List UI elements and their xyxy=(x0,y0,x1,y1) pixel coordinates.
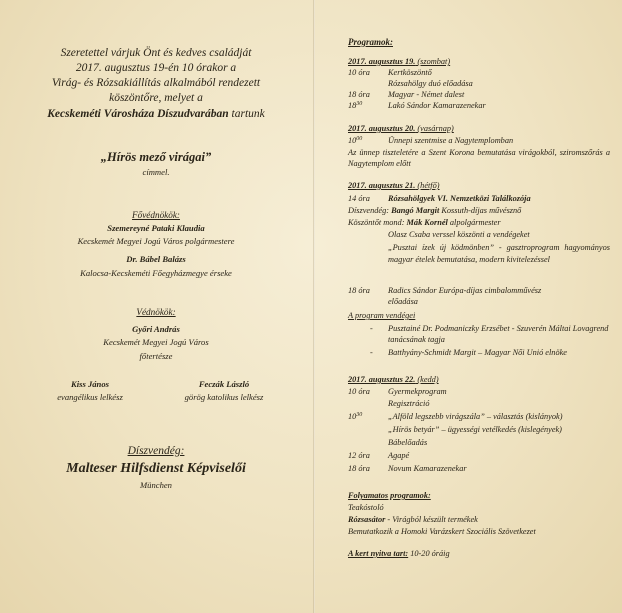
guest-name: Malteser Hilfsdienst Képviselői xyxy=(66,461,246,476)
day3-guest xyxy=(348,206,521,217)
day4-row-3-hour: 10 xyxy=(348,412,357,421)
venue-name: Kecskeméti Városháza Díszudvarában xyxy=(47,108,229,120)
day2-weekday: (vasárnap) xyxy=(415,124,454,133)
day2-event: Ünnepi szentmise a Nagytemplomban xyxy=(388,136,514,145)
day4-row-6-event: Agapé xyxy=(388,451,410,460)
cont-2-bold: Rózsasátor xyxy=(348,515,386,524)
day3-date-text: 2017. augusztus 21. xyxy=(348,181,416,190)
day3-greet-label: Köszöntőt mond: xyxy=(348,218,407,227)
day3-time-2: 18 óra xyxy=(348,286,370,295)
sponsor2-role: evangélikus lelkész xyxy=(57,392,123,402)
day3-greet-tail: alpolgármester xyxy=(447,218,501,227)
day2-date-text: 2017. augusztus 20. xyxy=(348,124,416,133)
sponsor2-name: Kiss János xyxy=(71,379,109,389)
sponsor1-role-1: Kecskemét Megyei Jogú Város xyxy=(103,337,209,347)
intro-line-4: köszöntőre, melyet a xyxy=(109,92,203,104)
day1-row-3-event: Magyar - Német dalest xyxy=(388,90,465,99)
day3-greet-name: Mák Kornél xyxy=(406,218,448,227)
day1-row-2-event: Rózsahölgy duó előadása xyxy=(388,79,473,88)
sponsors-heading: Védnökök: xyxy=(136,307,176,317)
day2-time xyxy=(348,136,386,147)
day1-row-4-min: 30 xyxy=(356,101,363,107)
day1-row-1-event: Kertköszöntő xyxy=(388,68,432,77)
hours-label: A kert nyitva tart: xyxy=(348,549,409,558)
cont-3: Bemutatkozik a Homoki Varázskert Szociális Szövetkezet xyxy=(348,527,536,536)
sponsor1-role-2: főtertésze xyxy=(139,351,173,361)
day4-row-1-time: 10 óra xyxy=(348,387,370,396)
day1-weekday: (szombat) xyxy=(415,57,451,66)
cont-heading: Folyamatos programok: xyxy=(348,491,431,500)
patrons-heading: Fővédnökök: xyxy=(132,210,180,220)
day2-date xyxy=(348,124,454,135)
day3-guest-label: Díszvendég: xyxy=(348,206,392,215)
day3-guest-1: Pusztainé Dr. Podmaniczky Erzsébet - Szuverén Máltai Lovagrend tanácsának tagja xyxy=(388,324,609,344)
day4-weekday: (kedd) xyxy=(415,375,439,384)
day2-desc: Az ünnep tiszteletére a Szent Korona bemutatása virágokból, sziromszőrás a Nagytemplom előtt xyxy=(348,148,610,168)
day4-date-text: 2017. augusztus 22. xyxy=(348,375,416,384)
day3-line-1: Olasz Csaba verssel köszönti a vendégeket xyxy=(388,230,530,239)
day4-row-4-event: „Hírös betyár” – ügyességi vetélkedés (kislegények) xyxy=(388,425,562,434)
programs-heading: Programok: xyxy=(348,37,393,47)
hours-value: 10-20 óráig xyxy=(408,549,450,558)
day3-guest-2: Batthyány-Schmidt Margit – Magyar Női Unió elnöke xyxy=(388,348,567,357)
right-panel xyxy=(348,0,610,613)
event-title-sub: címmel. xyxy=(142,167,170,177)
guest-heading: Díszvendég: xyxy=(127,445,185,457)
day3-weekday: (hétfő) xyxy=(415,181,440,190)
event-title: „Hírös mező virágai” xyxy=(100,150,212,164)
day1-row-4-event: Lakó Sándor Kamarazenekar xyxy=(388,101,486,110)
day3-guests-heading: A program vendégei xyxy=(348,311,416,320)
venue-tail: tartunk xyxy=(228,108,265,120)
guest-city: München xyxy=(140,480,172,490)
day1-row-3-time: 18 óra xyxy=(348,90,370,99)
sponsor3-role: görög katolikus lelkész xyxy=(184,392,264,402)
day4-row-6-time: 12 óra xyxy=(348,451,370,460)
venue-line xyxy=(0,107,312,122)
day3-line-3: Radics Sándor Európa-díjas cimbalomművész előadása xyxy=(388,286,542,306)
hours xyxy=(348,549,450,560)
day4-row-7-time: 18 óra xyxy=(348,464,370,473)
day1-row-4-time xyxy=(348,101,386,112)
page-fold xyxy=(313,0,315,613)
day2-hour: 10 xyxy=(348,136,357,145)
cont-2-tail: - Virágból készült termékek xyxy=(385,515,478,524)
day1-row-1-time: 10 óra xyxy=(348,68,370,77)
day4-row-2-event: Regisztráció xyxy=(388,399,430,408)
day3-guest-name: Bangó Margit xyxy=(391,206,440,215)
patron2-name: Dr. Bábel Balázs xyxy=(126,254,186,264)
day1-row-4-hour: 18 xyxy=(348,101,357,110)
patron2-role: Kalocsa-Kecskeméti Főegyházmegye érseke xyxy=(80,268,232,278)
bullet-1: - xyxy=(370,324,373,333)
day4-row-1-event: Gyermekprogram xyxy=(388,387,447,396)
day2-min: 00 xyxy=(356,136,363,142)
day4-row-7-event: Novum Kamarazenekar xyxy=(388,464,467,473)
day3-greet xyxy=(348,218,501,229)
bullet-2: - xyxy=(370,348,373,357)
day1-date xyxy=(348,57,450,68)
intro-line-3: Virág- és Rózsakiállítás alkalmából rendezett xyxy=(51,77,261,89)
day4-date xyxy=(348,375,439,386)
day3-time: 14 óra xyxy=(348,194,370,203)
day3-line-2: „Pusztai ízek új ködmönben” - gasztroprogram hagyományos magyar ételek bemutatása, modern kivitelezéssel xyxy=(388,243,610,264)
day1-date-text: 2017. augusztus 19. xyxy=(348,57,416,66)
day3-event: Rózsahölgyek VI. Nemzetközi Találkozója xyxy=(388,194,531,203)
day4-row-3-event: „Alföld legszebb virágszála” – választás (kislányok) xyxy=(388,412,563,421)
day3-date xyxy=(348,181,440,192)
patron1-role: Kecskemét Megyei Jogú Város polgármestere xyxy=(77,236,235,246)
intro-line-2: 2017. augusztus 19-én 10 órakor a xyxy=(75,62,237,74)
day3-guest-tail: Kossuth-díjas művésznő xyxy=(439,206,522,215)
day4-row-3-time xyxy=(348,412,386,423)
intro-line-1: Szeretettel várjuk Önt és kedves családját xyxy=(60,47,252,59)
sponsor1-name: Győri András xyxy=(132,324,180,334)
day4-row-3-min: 30 xyxy=(356,412,363,418)
patron1-name: Szemereyné Pataki Klaudia xyxy=(107,223,205,233)
cont-1: Teakóstoló xyxy=(348,503,384,512)
cont-2 xyxy=(348,515,478,526)
day4-row-5-event: Bábelőadás xyxy=(388,438,428,447)
sponsor3-name: Feczák László xyxy=(198,379,250,389)
